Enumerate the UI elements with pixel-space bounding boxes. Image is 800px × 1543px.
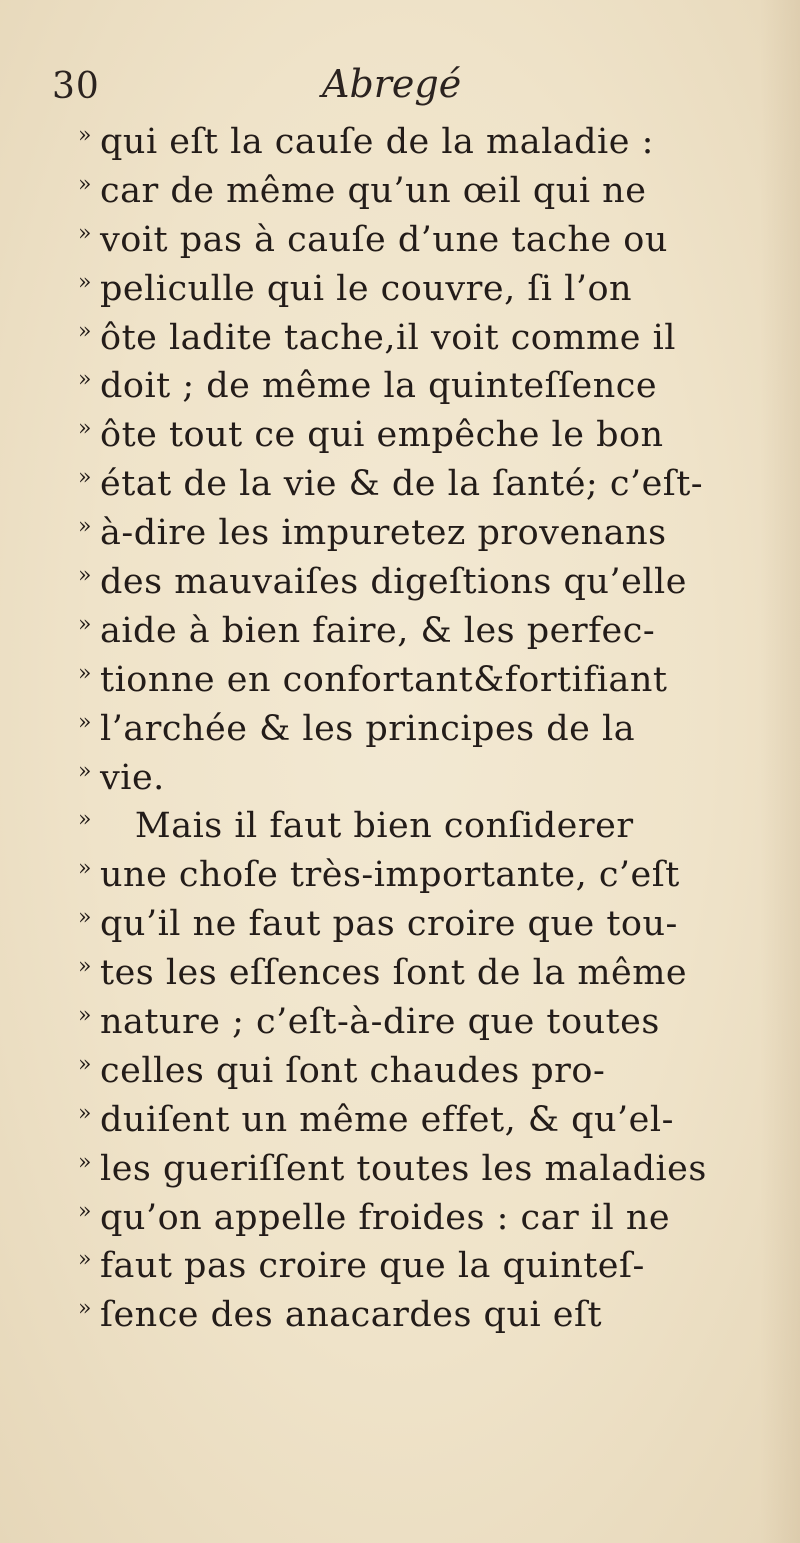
line-text: doit ; de même la quinteſſence (100, 366, 658, 407)
line-text: faut pas croire que la quinteſ- (100, 1246, 645, 1287)
text-line (78, 1291, 718, 1340)
text-line (78, 118, 718, 167)
text-line (78, 558, 718, 607)
text-line (78, 607, 718, 656)
text-line (78, 705, 718, 754)
line-text: tes les eſſences ſont de la même (100, 953, 688, 994)
body-text (78, 118, 718, 1340)
quotation-mark: » (78, 1100, 92, 1126)
quotation-mark: » (78, 171, 92, 197)
text-line (78, 900, 718, 949)
line-text: aide à bien faire, & les perfec- (100, 610, 656, 651)
line-text: duiſent un même effet, & qu’el- (100, 1099, 674, 1140)
text-line (78, 216, 718, 265)
quotation-mark: » (78, 318, 92, 344)
text-line (78, 802, 718, 851)
page-number: 30 (52, 66, 100, 107)
running-head: Abregé (322, 62, 462, 106)
text-line (78, 411, 718, 460)
quotation-mark: » (78, 758, 92, 784)
text-line (78, 1242, 718, 1291)
text-line (78, 265, 718, 314)
line-text: qu’on appelle froides : car il ne (100, 1197, 671, 1238)
line-text: vie. (100, 757, 165, 798)
quotation-mark: » (78, 1051, 92, 1077)
text-line (78, 1047, 718, 1096)
text-line (78, 1145, 718, 1194)
quotation-mark: » (78, 514, 92, 540)
quotation-mark: » (78, 1149, 92, 1175)
quotation-mark: » (78, 563, 92, 589)
quotation-mark: » (78, 611, 92, 637)
quotation-mark: » (78, 465, 92, 491)
line-text: qu’il ne faut pas croire que tou- (100, 904, 678, 945)
line-text: ôte tout ce qui empêche le bon (100, 415, 664, 456)
text-line (78, 1096, 718, 1145)
text-line (78, 656, 718, 705)
line-text: nature ; c’eſt-à-dire que toutes (100, 1002, 660, 1043)
line-text: à-dire les impuretez provenans (100, 513, 667, 554)
quotation-mark: » (78, 220, 92, 246)
line-text: peliculle qui le couvre, ſi l’on (100, 268, 633, 309)
text-line (78, 851, 718, 900)
quotation-mark: » (78, 709, 92, 735)
line-text: ôte ladite tache,il voit comme il (100, 317, 676, 358)
quotation-mark: » (78, 1247, 92, 1273)
page-header (52, 62, 702, 112)
quotation-mark: » (78, 1296, 92, 1322)
quotation-mark: » (78, 269, 92, 295)
quotation-mark: » (78, 1198, 92, 1224)
quotation-mark: » (78, 905, 92, 931)
line-text: voit pas à cauſe d’une tache ou (100, 219, 668, 260)
text-line (78, 460, 718, 509)
text-line (78, 314, 718, 363)
line-text: qui eſt la cauſe de la maladie : (100, 122, 654, 162)
line-text: Mais il faut bien conſiderer (100, 806, 634, 847)
quotation-mark: » (78, 807, 92, 833)
text-line (78, 509, 718, 558)
text-line (78, 754, 718, 803)
quotation-mark: » (78, 367, 92, 393)
quotation-mark: » (78, 1003, 92, 1029)
text-line (78, 1194, 718, 1243)
quotation-mark: » (78, 660, 92, 686)
quotation-mark: » (78, 123, 92, 148)
quotation-mark: » (78, 954, 92, 980)
line-text: tionne en confortant&fortifiant (100, 659, 668, 700)
text-line (78, 949, 718, 998)
line-text: car de même qu’un œil qui ne (100, 170, 647, 211)
line-text: état de la vie & de la ſanté; c’eſt- (100, 464, 704, 505)
line-text: ſence des anacardes qui eſt (100, 1295, 603, 1336)
line-text: celles qui ſont chaudes pro- (100, 1050, 606, 1091)
line-text: l’archée & les principes de la (100, 708, 636, 749)
line-text: les gueriſſent toutes les maladies (100, 1148, 707, 1189)
text-line (78, 167, 718, 216)
text-line (78, 362, 718, 411)
line-text: une choſe très-importante, c’eſt (100, 855, 680, 896)
text-line (78, 998, 718, 1047)
quotation-mark: » (78, 416, 92, 442)
page-edge-shadow (760, 0, 800, 1543)
quotation-mark: » (78, 856, 92, 882)
line-text: des mauvaiſes digeſtions qu’elle (100, 562, 687, 603)
